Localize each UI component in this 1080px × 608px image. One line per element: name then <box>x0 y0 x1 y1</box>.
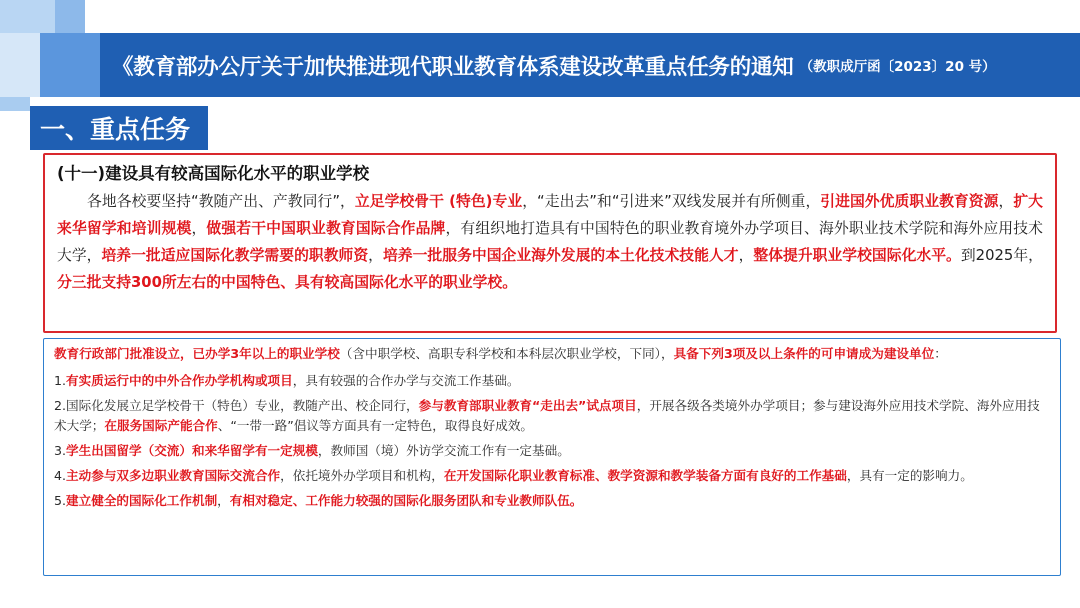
highlighted-text: 分三批支持300所左右的中国特色、具有较高国际化水平的职业学校。 <box>57 274 517 291</box>
condition-item <box>54 466 1050 486</box>
condition-item <box>54 441 1050 461</box>
body-text: ，具有一定的影响力。 <box>846 468 973 483</box>
highlighted-text: 整体提升职业学校国际化水平。 <box>753 247 961 264</box>
body-text: ， <box>368 247 383 264</box>
body-text: ，具有较强的合作办学与交流工作基础。 <box>292 373 520 388</box>
highlighted-text: 引进国外优质职业教育资源 <box>820 193 999 210</box>
body-text: ，教师国（境）外访学交流工作有一定基础。 <box>317 443 570 458</box>
body-text: （含中职学校、高职专科学校和本科层次职业学校，下同）， <box>339 346 674 361</box>
highlighted-text: 扩大来华留学和培训规模 <box>57 193 1043 237</box>
body-text: ， <box>191 220 207 237</box>
title-text: 《教育部办公厅关于加快推进现代职业教育体系建设改革重点任务的通知 <box>112 54 794 80</box>
body-text: ， <box>217 493 230 508</box>
task-box <box>43 153 1057 333</box>
conditions-intro <box>54 344 1050 364</box>
highlighted-text: 在服务国际产能合作 <box>104 418 218 433</box>
highlighted-text: 教育行政部门批准设立， <box>54 346 193 361</box>
decor-square-mid <box>55 0 85 33</box>
highlighted-text: 已办学3年以上的职业学校 <box>192 346 340 361</box>
decor-square-blue <box>40 33 100 97</box>
body-text: ： <box>934 346 947 361</box>
highlighted-text: 有相对稳定、工作能力较强的国际化服务团队和专业教师队伍。 <box>229 493 583 508</box>
body-text: ， <box>998 193 1014 210</box>
document-title <box>112 33 996 97</box>
body-text: 各地各校要坚持“教随产出、产教同行”， <box>87 193 355 210</box>
highlighted-text: 培养一批服务中国企业海外发展的本土化技术技能人才 <box>382 247 739 264</box>
highlighted-text: 立足学校骨干 (特色)专业 <box>354 193 523 210</box>
body-text: ， <box>738 247 754 264</box>
highlighted-text: 在开发国际化职业教育标准、教学资源和教学装备方面有良好的工作基础 <box>443 468 847 483</box>
condition-item <box>54 371 1050 391</box>
highlighted-text: 建立健全的国际化工作机制 <box>66 493 218 508</box>
body-text: 2.国际化发展立足学校骨干（特色）专业，教随产出、校企同行， <box>54 398 419 413</box>
body-text: ，有组织地打造具有中国特色的职业教育境外办学项目、海外职业技术学院和海外应用技术大学， <box>57 220 1043 264</box>
decor-square-pale <box>0 33 40 97</box>
body-text: ，依托境外办学项目和机构， <box>280 468 444 483</box>
highlighted-text: 做强若干中国职业教育国际合作品牌 <box>206 220 446 237</box>
conditions-list <box>54 371 1050 511</box>
body-text: 5. <box>54 493 67 508</box>
body-text: 4. <box>54 468 67 483</box>
body-text: ，开展各级各类境外办学项目；参与建设海外应用技术学院、海外应用技术大学； <box>54 398 1040 433</box>
section-label: 一、重点任务 <box>30 106 208 150</box>
task-paragraph <box>57 188 1043 296</box>
body-text: 到2025年， <box>960 247 1043 264</box>
condition-item <box>54 396 1050 436</box>
condition-item <box>54 491 1050 511</box>
decor-square-small <box>0 97 30 111</box>
highlighted-text: 有实质运行中的中外合作办学机构或项目 <box>66 373 293 388</box>
body-text: 3. <box>54 443 67 458</box>
task-runs <box>57 193 1043 291</box>
highlighted-text: 参与教育部职业教育“走出去”试点项目 <box>418 398 637 413</box>
body-text: ，“走出去”和“引进来”双线发展并有所侧重， <box>522 193 821 210</box>
task-heading: (十一)建设具有较高国际化水平的职业学校 <box>57 164 370 183</box>
body-text: 、“一带一路”倡议等方面具有一定特色，取得良好成效。 <box>217 418 534 433</box>
conditions-box <box>43 338 1061 576</box>
highlighted-text: 培养一批适应国际化教学需要的职教师资 <box>101 247 369 264</box>
decor-square-light <box>0 0 55 33</box>
highlighted-text: 主动参与双多边职业教育国际交流合作 <box>66 468 281 483</box>
doc-number: （教职成厅函〔2023〕20 号） <box>799 59 996 75</box>
highlighted-text: 具备下列3项及以上条件的可申请成为建设单位 <box>673 346 935 361</box>
highlighted-text: 学生出国留学（交流）和来华留学有一定规模 <box>66 443 318 458</box>
body-text: 1. <box>54 373 67 388</box>
